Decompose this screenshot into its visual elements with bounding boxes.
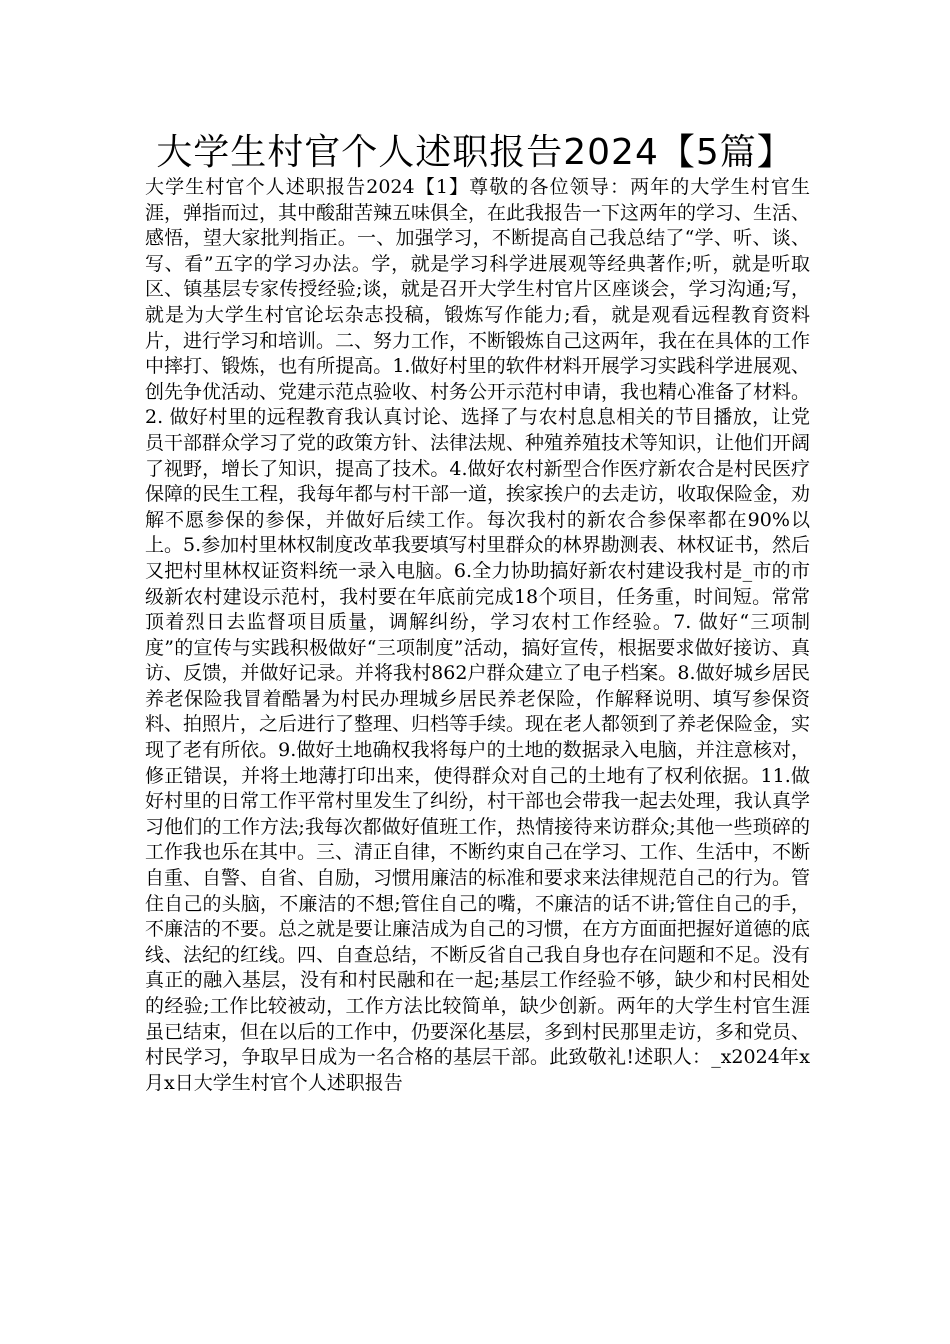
document-title: 大学生村官个人述职报告2024【5篇】: [156, 132, 794, 173]
document-body: 大学生村官个人述职报告2024【1】尊敬的各位领导：两年的大学生村官生涯，弹指而过，其中酸甜苦辣五味俱全，在此我报告一下这两年的学习、生活、感悟，望大家批判指正。一、加强学习，不断提高自己我总结了“学、听、谈、写、看”五字的学习办法。学，就是学习科学进展观等经典著作;听，就是听取区、镇基层专家传授经验;谈，就是召开大学生村官片区座谈会，学习沟通;写，就是为大学生村官论坛杂志投稿，锻炼写作能力;看，就是观看远程教育资料片，进行学习和培训。二、努力工作，不断锻炼自己这两年，我在在具体的工作中摔打、锻炼，也有所提高。1.做好村里的软件材料开展学习实践科学进展观、创先争优活动、党建示范点验收、村务公开示范村申请，我也精心准备了材料。2. 做好村里的远程教育我认真讨论、选择了与农村息息相关的节目播放，让党员干部群众学习了党的政策方针、法律法规、种殖养殖技术等知识，让他们开阔了视野，增长了知识，提高了技术。4.做好农村新型合作医疗新农合是村民医疗保障的民生工程，我每年都与村干部一道，挨家挨户的去走访，收取保险金，劝解不愿参保的参保，并做好后续工作。每次我村的新农合参保率都在90%以上。5.参加村里林权制度改革我要填写村里群众的林界勘测表、林权证书，然后又把村里林权证资料统一录入电脑。6.全力协助搞好新农村建设我村是_市的市级新农村建设示范村，我村要在年底前完成18个项目，任务重，时间短。常常顶着烈日去监督项目质量，调解纠纷，学习农村工作经验。7. 做好“三项制度”的宣传与实践积极做好“三项制度”活动，搞好宣传，根据要求做好接访、真访、反馈，并做好记录。并将我村862户群众建立了电子档案。8.做好城乡居民养老保险我冒着酷暑为村民办理城乡居民养老保险，作解释说明、填写参保资料、拍照片，之后进行了整理、归档等手续。现在老人都领到了养老保险金，实现了老有所依。9.做好土地确权我将每户的土地的数据录入电脑，并注意核对，修正错误，并将土地薄打印出来，使得群众对自己的土地有了权利依据。11.做好村里的日常工作平常村里发生了纠纷，村干部也会带我一起去处理，我认真学习他们的工作方法;我每次都做好值班工作，热情接待来访群众;其他一些琐碎的工作我也乐在其中。三、清正自律，不断约束自己在学习、工作、生活中，不断自重、自警、自省、自励，习惯用廉洁的标准和要求来法律规范自己的行为。管住自己的头脑，不廉洁的不想;管住自己的嘴，不廉洁的话不讲;管住自己的手，不廉洁的不要。总之就是要让廉洁成为自己的习惯，在方方面面把握好道德的底线、法纪的红线。四、自查总结，不断反省自己我自身也存在问题和不足。没有真正的融入基层，没有和村民融和在一起;基层工作经验不够，缺少和村民相处的经验;工作比较被动，工作方法比较简单，缺少创新。两年的大学生村官生涯虽已结束，但在以后的工作中，仍要深化基层，多到村民那里走访，多和党员、村民学习，争取早日成为一名合格的基层干部。此致敬礼!述职人：_x2024年x月x日大学生村官个人述职报告: [145, 176, 811, 1094]
